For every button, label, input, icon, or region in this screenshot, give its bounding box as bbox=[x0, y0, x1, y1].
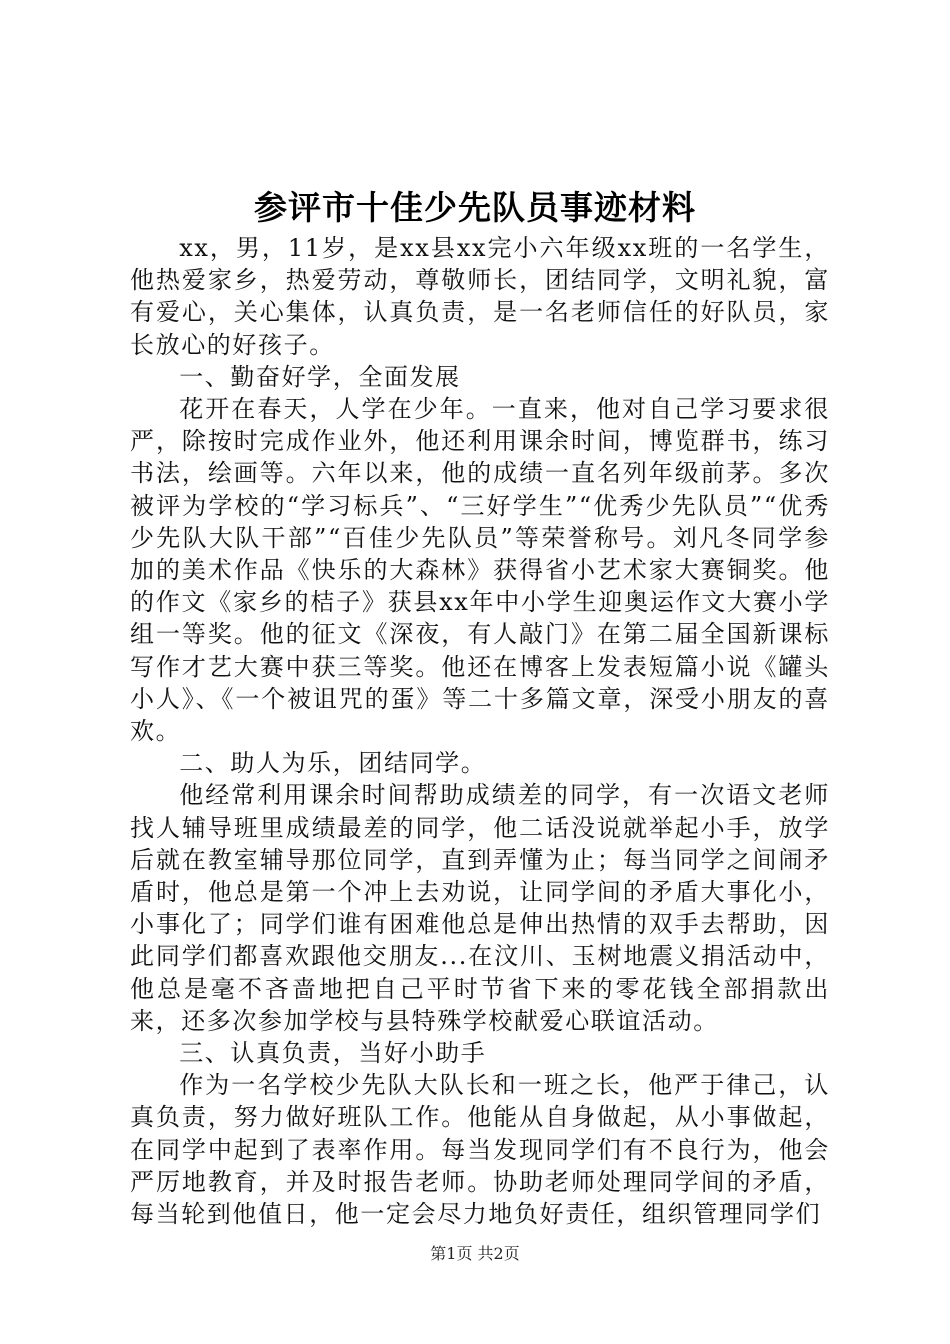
document-title: 参评市十佳少先队员事迹材料 bbox=[254, 188, 696, 227]
section-heading-3: 三、认真负责，当好小助手 bbox=[179, 1039, 487, 1068]
document-body bbox=[130, 232, 830, 1230]
section-heading-1: 一、勤奋好学，全面发展 bbox=[179, 362, 461, 391]
paragraph-helping: 他经常利用课余时间帮助成绩差的同学，有一次语文老师找人辅导班里成绩最差的同学，他二话没说就举起小手，放学后就在教室辅导那位同学，直到弄懂为止；每当同学之间闹矛盾时，他总是第一个冲上去劝说，让同学间的矛盾大事化小，小事化了；同学们谁有困难他总是伸出热情的双手去帮助，因此同学们都喜欢跟他交朋友...在汶川、玉树地震义捐活动中，他总是毫不吝啬地把自己平时节省下来的零花钱全部捐款出来，还多次参加学校与县特殊学校献爱心联谊活动。 bbox=[130, 781, 830, 1035]
paragraph-intro: xx，男，11岁，是xx县xx完小六年级xx班的一名学生，他热爱家乡，热爱劳动，尊敬师长，团结同学，文明礼貌，富有爱心，关心集体，认真负责，是一名老师信任的好队员，家长放心的好孩子。 bbox=[130, 234, 830, 359]
page-number-footer: 第1页 共2页 bbox=[430, 1244, 520, 1263]
paragraph-study: 花开在春天，人学在少年。一直来，他对自己学习要求很严，除按时完成作业外，他还利用课余时间，博览群书，练习书法，绘画等。六年以来，他的成绩一直名列年级前茅。多次被评为学校的“学习标兵”、“三好学生”“优秀少先队员”“优秀少先队大队干部”“百佳少先队员”等荣誉称号。刘凡冬同学参加的美术作品《快乐的大森林》获得省小艺术家大赛铜奖。他的作文《家乡的桔子》获县xx年中小学生迎奥运作文大赛小学组一等奖。他的征文《深夜，有人敲门》在第二届全国新课标写作才艺大赛中获三等奖。他还在博客上发表短篇小说《罐头小人》、《一个被诅咒的蛋》等二十多篇文章，深受小朋友的喜欢。 bbox=[130, 395, 830, 746]
section-heading-2: 二、助人为乐，团结同学。 bbox=[179, 749, 487, 778]
paragraph-responsibility: 作为一名学校少先队大队长和一班之长，他严于律己，认真负责，努力做好班队工作。他能从自身做起，从小事做起，在同学中起到了表率作用。每当发现同学们有不良行为，他会严厉地教育，并及时报告老师。协助老师处理同学间的矛盾，每当轮到他值日，他一定会尽力地负好责任，组织管理同学们 bbox=[130, 1071, 830, 1229]
